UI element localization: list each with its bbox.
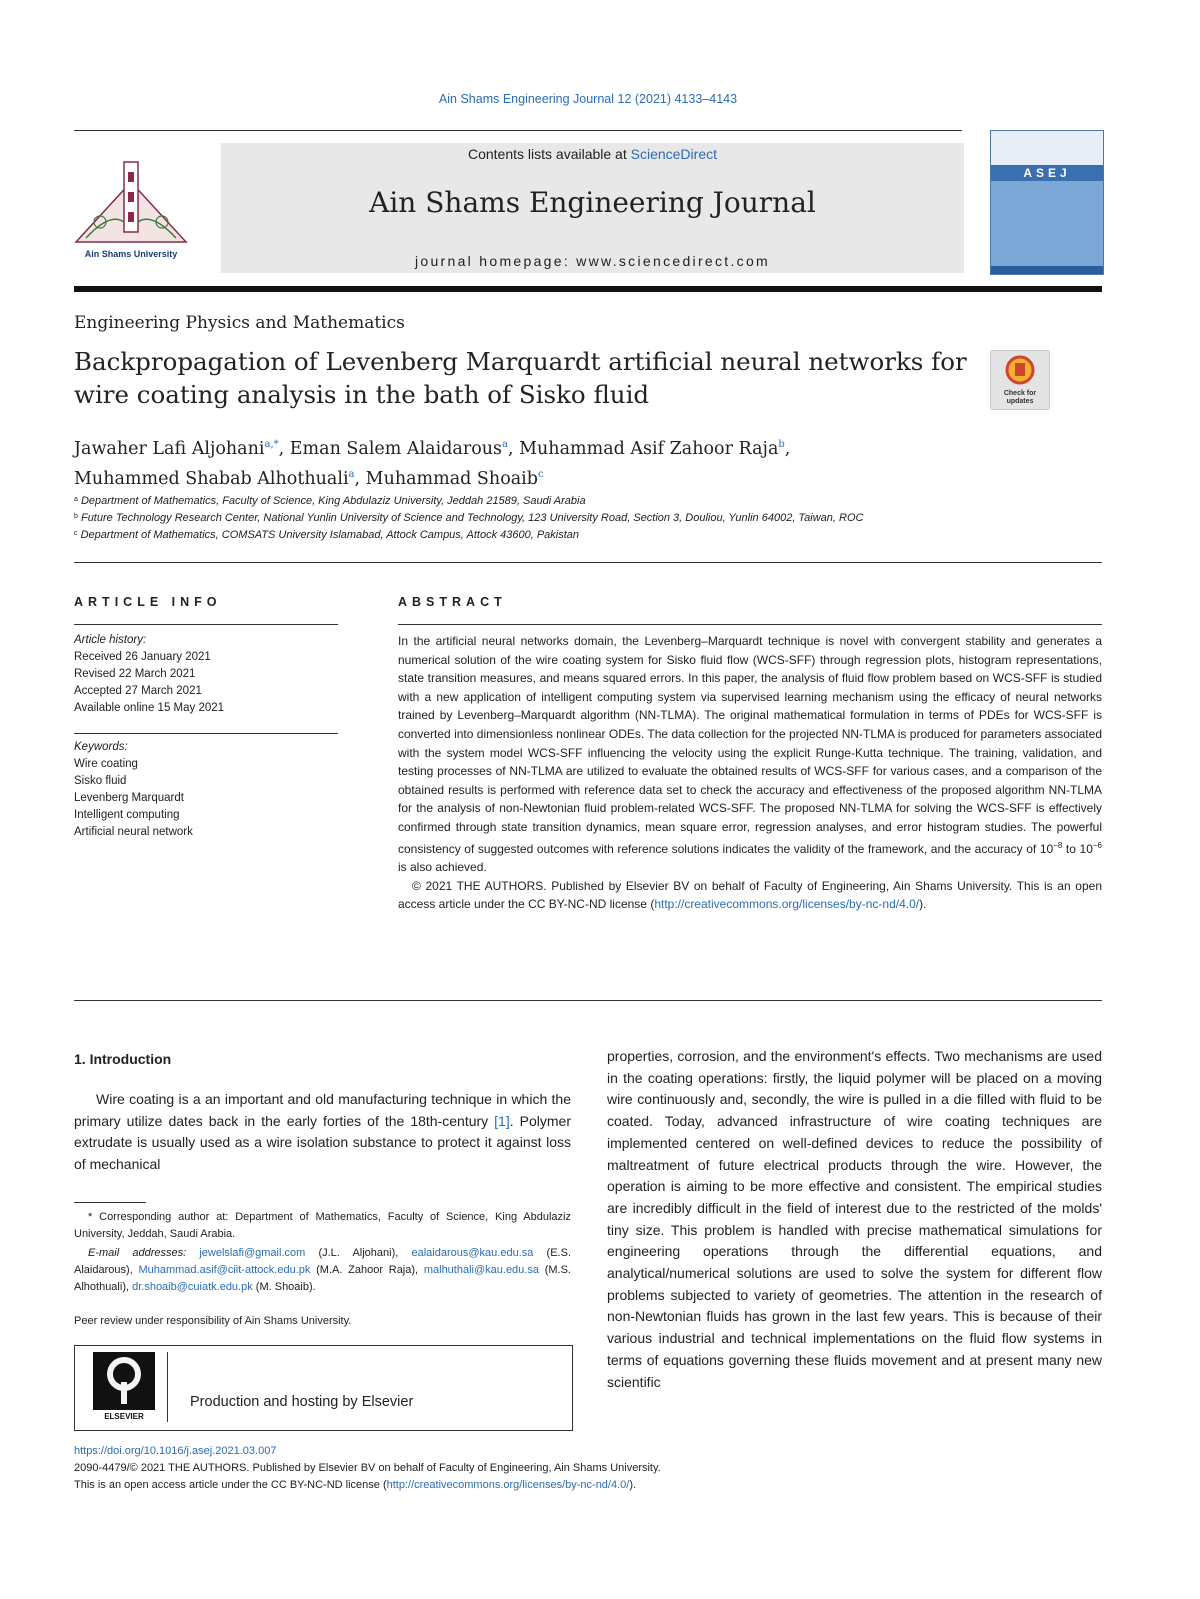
check-badge-text: Check for updates <box>1003 390 1037 405</box>
email-label: E-mail addresses: <box>88 1247 200 1259</box>
author-name[interactable]: Muhammed Shabab Alhothuali <box>74 469 349 489</box>
elsevier-tree-icon <box>93 1352 155 1420</box>
affil-text: Department of Mathematics, COMSATS University Islamabad, Attock Campus, Attock 43600, Pakistan <box>80 529 580 541</box>
author-sup: c <box>537 469 544 480</box>
contents-prefix: Contents lists available at <box>467 146 631 162</box>
intro-left-column <box>74 1089 571 1176</box>
contents-line <box>221 146 964 162</box>
check-updates-icon <box>991 351 1049 391</box>
check-for-updates-badge[interactable] <box>990 350 1050 410</box>
reference-link[interactable]: [1] <box>494 1112 510 1129</box>
history-label: Article history: <box>74 634 147 646</box>
sciencedirect-link[interactable]: ScienceDirect <box>630 146 717 162</box>
history-received: Received 26 January 2021 <box>74 651 211 663</box>
abstract-bottom-rule <box>74 1000 1102 1001</box>
footnote-rule <box>74 1202 146 1203</box>
email-owner: (J.L. Aljohani), <box>305 1247 412 1259</box>
article-title <box>74 345 974 411</box>
email-owner: (M.A. Zahoor Raja), <box>310 1264 424 1276</box>
history-online: Available online 15 May 2021 <box>74 702 225 714</box>
license-prefix: This is an open access article under the CC BY-NC-ND license ( <box>74 1479 387 1491</box>
journal-citation: Ain Shams Engineering Journal 12 (2021) 4133–4143 <box>438 92 738 106</box>
elsevier-logo-text: ELSEVIER <box>104 1412 144 1420</box>
abstract-heading: ABSTRACT <box>398 595 507 609</box>
affil-text: Department of Mathematics, Faculty of Science, King Abdulaziz University, Jeddah 21589, Saudi Arabia <box>80 495 586 507</box>
email-link[interactable]: dr.shoaib@cuiatk.edu.pk <box>132 1281 253 1293</box>
keyword-item: Sisko fluid <box>74 775 127 787</box>
homepage-link[interactable]: www.sciencedirect.com <box>576 253 771 269</box>
cover-band: ASEJ <box>991 165 1103 181</box>
email-link[interactable]: ealaidarous@kau.edu.sa <box>411 1247 534 1259</box>
accuracy-base: 10 <box>1039 841 1054 856</box>
journal-homepage <box>221 253 964 269</box>
homepage-prefix: journal homepage: <box>414 253 577 269</box>
peer-review-note: Peer review under responsibility of Ain Shams University. <box>74 1315 352 1327</box>
email-owner: (M.S. Alhothuali), <box>74 1264 571 1293</box>
accuracy-exponent: −6 <box>1092 840 1102 850</box>
abstract-rule <box>398 624 1102 625</box>
author-name[interactable]: Eman Salem Alaidarous <box>289 439 502 459</box>
author-list <box>74 432 1104 492</box>
article-info-rule <box>74 624 338 625</box>
affiliation-b <box>74 512 863 524</box>
affiliation-a <box>74 495 586 507</box>
keyword-item: Wire coating <box>74 758 138 770</box>
keywords-label: Keywords: <box>74 741 128 753</box>
author-sep: , <box>507 439 520 459</box>
history-revised: Revised 22 March 2021 <box>74 668 196 680</box>
accuracy-to: to <box>1062 841 1080 856</box>
footnote-star: * <box>88 1211 100 1223</box>
elsevier-production: Production and hosting by Elsevier <box>190 1394 414 1410</box>
intro-text-cont: . Polymer extrudate is usually used as a wire isolation substance to protect it against loss of mechanical <box>74 1112 571 1173</box>
author-sup: a,* <box>264 439 279 450</box>
accuracy-base: 10 <box>1079 841 1093 856</box>
copyright-end: ). <box>919 897 927 912</box>
affil-sup: b <box>74 513 78 520</box>
email-link[interactable]: Muhammad.asif@ciit-attock.edu.pk <box>138 1264 311 1276</box>
university-logo-text: Ain Shams University <box>84 249 178 259</box>
abstract-text-end: is also achieved. <box>398 860 487 875</box>
author-name[interactable]: Muhammad Asif Zahoor Raja <box>519 439 779 459</box>
keyword-item: Artificial neural network <box>74 826 193 838</box>
intro-right-column <box>607 1046 1102 1393</box>
bottom-license-link[interactable]: http://creativecommons.org/licenses/by-nc-nd/4.0/ <box>386 1479 630 1491</box>
doi-link[interactable]: https://doi.org/10.1016/j.asej.2021.03.007 <box>74 1445 277 1457</box>
footnote <box>74 1209 571 1298</box>
intro-right-text: properties, corrosion, and the environment's effects. Two mechanisms are used in the coating operations: firstly, the liquid polymer will be placed on a moving wire continuously and, secondly, the wire is pulled in a die filled with fluid to be coated. Today, advanced infrastructure of wire coating techniques are implemented centered on well-defined devices to reduce the possibility of maltreatment of future electrical products through the wire. However, the operation is aiming to be more effective and consistent. The empirical studies are incredibly difficult in the field of interest due to the restricted of the molds' tiny size. This problem is handled with precise mathematical simulations for engineering operations through the differential equations, and analytical/numerical solutions are used to solve the system for different flow problems subjected to variety of geometries. The attention in the research of non-Newtonian fluids has grown in the last few years. This is because of their various industrial and technical implementations on the fluid flow systems in terms of equations governing these fluids movement and at present many new scientific <box>607 1048 1102 1390</box>
article-category: Engineering Physics and Mathematics <box>74 313 405 333</box>
keyword-item: Intelligent computing <box>74 809 180 821</box>
affil-sup: a <box>74 496 78 503</box>
author-sep: , <box>278 439 290 459</box>
affil-sup: c <box>74 530 78 537</box>
intro-text: Wire coating is a an important and old manufacturing technique in which the primary utilize dates back in the early forties of the 18th-century <box>74 1091 571 1129</box>
university-logo <box>70 152 192 262</box>
issn-line: 2090-4479/© 2021 THE AUTHORS. Published by Elsevier BV on behalf of Faculty of Engineering, Ain Shams University. <box>74 1462 661 1474</box>
license-line <box>74 1477 661 1494</box>
header-bottom-rule <box>74 286 1102 292</box>
journal-cover-image <box>990 130 1104 275</box>
info-top-rule <box>74 562 1102 563</box>
title-line-2: wire coating analysis in the bath of Sisko fluid <box>74 380 650 409</box>
email-link[interactable]: jewelslafi@gmail.com <box>199 1247 306 1259</box>
history-accepted: Accepted 27 March 2021 <box>74 685 202 697</box>
author-sep: , <box>354 469 366 489</box>
article-history <box>74 632 224 717</box>
license-end: ). <box>629 1479 637 1491</box>
elsevier-box <box>74 1345 573 1431</box>
accuracy-exponent: −8 <box>1053 840 1063 850</box>
title-line-1: Backpropagation of Levenberg Marquardt artificial neural networks for <box>74 347 967 376</box>
email-owner: (E.S. Alaidarous), <box>74 1247 571 1276</box>
author-sup: a <box>348 469 355 480</box>
abstract-body <box>398 632 1102 914</box>
author-sep: , <box>784 439 791 459</box>
abstract-text: In the artificial neural networks domain, the Levenberg–Marquardt technique is novel with convergent stability and generates a numerical solution of the wire coating system for Sisko fluid flow (WCS-SFF) through regression plots, histogram representations, state transition measures, and means squared errors. In this paper, the analysis of fluid flow problem based on WCS-SFF is studied with a new application of intelligent computing system via supervised learning mechanism using the efficacy of neural networks trained by Levenberg–Marquardt algorithm (NN-TLMA). The original mathematical formulation in terms of PDEs for WCS-SFF is converted into dimensionless nonlinear ODEs. The data collection for the projected NN-TLMA is produced for parameters associated with the system model WCS-SFF influencing the velocity using the explicit Runge-Kutta technique. The training, validation, and testing processes of NN-TLMA are utilized to evaluate the obtained results of WCS-SFF for various cases, and a comparison of the obtained results is performed with reference data set to check the accuracy and effectiveness of the proposed algorithm NN-TLMA for the analysis of non-Newtonian fluid problem-related WCS-SFF. The proposed NN-TLMA for solving the WCS-SFF is effectively confirmed through state transition dynamics, mean square error, regression analyses, and error histogram studies. The powerful consistency of suggested outcomes with reference solutions indicates the validity of the framework, and the accuracy of <box>398 634 1102 856</box>
journal-name: Ain Shams Engineering Journal <box>369 186 816 219</box>
email-link[interactable]: malhuthali@kau.edu.sa <box>423 1264 539 1276</box>
bottom-info <box>74 1443 661 1494</box>
keywords <box>74 739 193 841</box>
license-link[interactable]: http://creativecommons.org/licenses/by-nc-nd/4.0/ <box>654 897 920 912</box>
author-name[interactable]: Jawaher Lafi Aljohani <box>74 439 265 459</box>
copyright-text: © 2021 THE AUTHORS. Published by Elsevier BV on behalf of Faculty of Engineering, Ain Shams University. This is an open access article under the CC BY-NC-ND license ( <box>398 878 1102 912</box>
author-name[interactable]: Muhammad Shoaib <box>365 469 538 489</box>
author-sup: a <box>502 439 508 450</box>
elsevier-divider <box>167 1352 168 1422</box>
affil-text: Future Technology Research Center, National Yunlin University of Science and Technology, 123 University Road, Section 3, Douliou, Yunlin 64002, Taiwan, ROC <box>80 512 864 524</box>
email-owner: (M. Shoaib). <box>252 1281 316 1293</box>
keywords-rule <box>74 733 338 734</box>
header-top-rule <box>74 130 962 131</box>
keyword-item: Levenberg Marquardt <box>74 792 184 804</box>
article-info-heading: ARTICLE INFO <box>74 595 222 609</box>
author-sup: b <box>778 439 785 450</box>
affiliation-c <box>74 529 579 541</box>
corresponding-author: Corresponding author at: Department of Mathematics, Faculty of Science, King Abdulaziz University, Jeddah, Saudi Arabia. <box>74 1211 571 1240</box>
intro-heading: 1. Introduction <box>74 1051 172 1067</box>
